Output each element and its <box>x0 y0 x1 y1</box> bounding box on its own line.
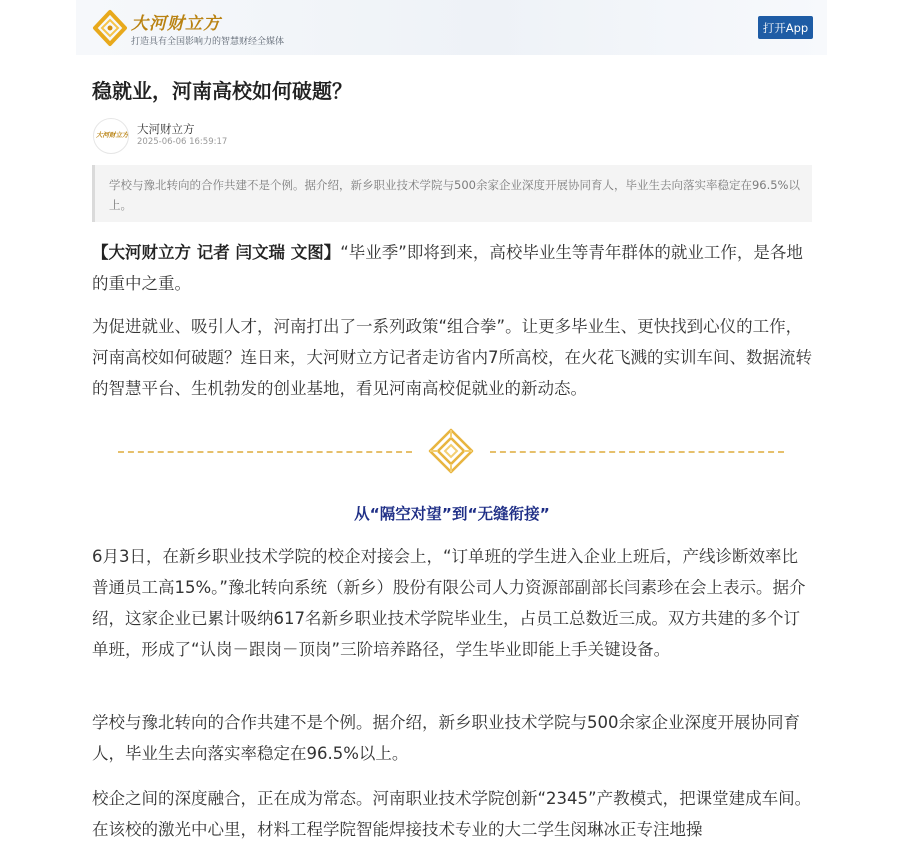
author-avatar[interactable] <box>93 118 129 154</box>
paragraph-section-3: 校企之间的深度融合，正在成为常态。河南职业技术学院创新“2345”产教模式，把课堂建成车间。在该校的激光中心里，材料工程学院智能焊接技术专业的大二学生闵琳冰正专注地操 <box>92 789 812 839</box>
divider-line-right <box>490 451 784 453</box>
author-name[interactable]: 大河财立方 <box>137 122 195 136</box>
brand-name[interactable]: 大河财立方 <box>131 14 221 34</box>
paragraph-section-1: 6月3日，在新乡职业技术学院的校企对接会上，“订单班的学生进入企业上班后，产线诊断效率比普通员工高15%。”豫北转向系统（新乡）股份有限公司人力资源部副部长闫素珍在会上表示。据介绍，这家企业已累计吸纳617名新乡职业技术学院毕业生，占员工总数近三成。双方共建的多个订单班，形成了“认岗－跟岗－顶岗”三阶培养路径，学生毕业即能上手关键设备。 <box>92 547 806 659</box>
open-app-button[interactable]: 打开App <box>758 16 813 39</box>
paragraph-context: 为促进就业、吸引人才，河南打出了一系列政策“组合拳”。让更多毕业生、更快找到心仪的工作，河南高校如何破题？连日来，大河财立方记者走访省内7所高校，在火花飞溅的实训车间、数据流转的智慧平台、生机勃发的创业基地，看见河南高校促就业的新动态。 <box>92 317 812 398</box>
paragraph-lead: 【大河财立方 记者 闫文瑞 文图】 <box>92 243 341 262</box>
paragraph-intro <box>92 237 814 299</box>
article-title: 稳就业，河南高校如何破题？ <box>92 79 352 103</box>
brand-slogan: 打造具有全国影响力的智慧财经全媒体 <box>131 37 285 47</box>
paragraph-section-2: 学校与豫北转向的合作共建不是个例。据介绍，新乡职业技术学院与500余家企业深度开展协同育人，毕业生去向落实率稳定在96.5%以上。 <box>92 713 800 763</box>
article-summary: 学校与豫北转向的合作共建不是个例。据介绍，新乡职业技术学院与500余家企业深度开展协同育人，毕业生去向落实率稳定在96.5%以上。 <box>92 165 812 222</box>
divider-line-left <box>118 451 412 453</box>
diamond-lattice-emblem-icon <box>427 427 475 475</box>
top-header-bar <box>76 0 827 55</box>
author-avatar-text: 大河财立方 <box>96 131 129 139</box>
paragraph-text: “毕业季”即将到来，高校毕业生等青年群体的就业工作，是各地的重中之重。 <box>92 243 803 293</box>
publish-time: 2025-06-06 16:59:17 <box>137 137 228 147</box>
diamond-lattice-logo-icon[interactable] <box>90 9 130 47</box>
section-heading: 从“隔空对望”到“无缝衔接” <box>354 505 550 523</box>
